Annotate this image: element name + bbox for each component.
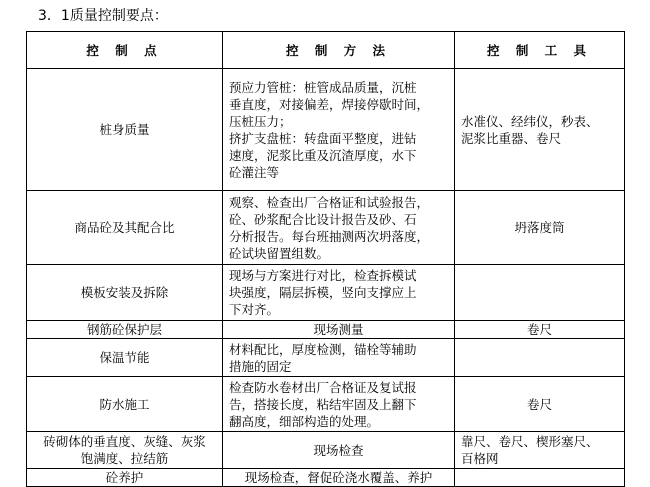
- control-point-cell: 砖砌体的垂直度、灰缝、灰浆 饱满度、拉结筋: [27, 432, 223, 469]
- table-header-row: [27, 32, 625, 69]
- control-point-cell: 模板安装及拆除: [27, 265, 223, 321]
- control-tool-cell: [455, 339, 625, 377]
- control-method-cell: 观察、检查出厂合格证和试验报告， 砼、砂浆配合比设计报告及砂、石 分析报告。每台班抽测两次坍落度， 砼试块留置组数。: [223, 191, 455, 265]
- control-point-cell: 商品砼及其配合比: [27, 191, 223, 265]
- control-method-cell: 现场检查: [223, 432, 455, 469]
- quality-control-table: [26, 31, 625, 487]
- table-row: [27, 69, 625, 191]
- control-tool-cell: [455, 265, 625, 321]
- table-row: [27, 377, 625, 432]
- control-method-cell: 现场检查，督促砼浇水覆盖、养护: [223, 469, 455, 487]
- control-tool-cell: 坍落度筒: [455, 191, 625, 265]
- table-row: [27, 191, 625, 265]
- table-row: [27, 321, 625, 339]
- header-control-method: 控 制 方 法: [223, 32, 455, 69]
- control-method-cell: 材料配比，厚度检测，锚栓等辅助 措施的固定: [223, 339, 455, 377]
- control-point-cell: 桩身质量: [27, 69, 223, 191]
- control-tool-cell: 卷尺: [455, 377, 625, 432]
- control-method-cell: 现场与方案进行对比，检查拆模试 块强度，隔层拆模，竖向支撑应上 下对齐。: [223, 265, 455, 321]
- control-method-cell: 现场测量: [223, 321, 455, 339]
- header-control-tool: 控 制 工 具: [455, 32, 625, 69]
- control-point-cell: 保温节能: [27, 339, 223, 377]
- control-tool-cell: 水准仪、经纬仪，秒表、 泥浆比重器、卷尺: [455, 69, 625, 191]
- table-row: [27, 432, 625, 469]
- table-row: [27, 265, 625, 321]
- control-method-cell: 预应力管桩：桩管成品质量，沉桩 垂直度，对接偏差，焊接停歇时间， 压桩压力； 挤扩支盘桩：转盘面平整度，进钻 速度，泥浆比重及沉渣厚度，水下 砼灌注等: [223, 69, 455, 191]
- control-method-cell: 检查防水卷材出厂合格证及复试报 告，搭接长度，粘结牢固及上翻下 翻高度，细部构造的处理。: [223, 377, 455, 432]
- control-tool-cell: 靠尺、卷尺、楔形塞尺、 百格网: [455, 432, 625, 469]
- control-tool-cell: 卷尺: [455, 321, 625, 339]
- table-row: [27, 469, 625, 487]
- control-tool-cell: [455, 469, 625, 487]
- control-point-cell: 钢筋砼保护层: [27, 321, 223, 339]
- section-heading: 3．1质量控制要点：: [38, 8, 168, 24]
- control-point-cell: 防水施工: [27, 377, 223, 432]
- control-point-cell: 砼养护: [27, 469, 223, 487]
- header-control-point: 控 制 点: [27, 32, 223, 69]
- table-row: [27, 339, 625, 377]
